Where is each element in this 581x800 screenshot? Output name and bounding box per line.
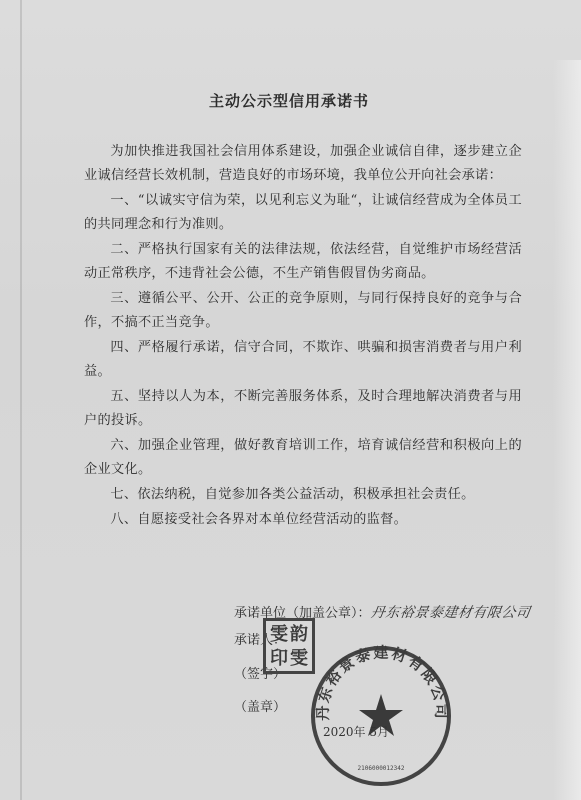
commitment-date: 2020年 5月 xyxy=(323,725,389,739)
unit-label: 承诺单位（加盖公章）： xyxy=(234,606,371,621)
scan-edge-left xyxy=(20,0,22,800)
person-label: 承诺人： xyxy=(234,633,287,648)
unit-handwritten-name: 丹东裕景泰建材有限公司 xyxy=(369,605,531,621)
company-round-seal xyxy=(307,642,455,790)
commitment-item-2: 二、严格执行国家有关的法律法规，依法经营，自觉维护市场经营活动正常秩序，不违背社会公德，不生产销售假冒伪劣商品。 xyxy=(84,242,522,281)
seal-arc-textpath: 丹东裕景泰建材有限公司 xyxy=(313,643,451,721)
signature-block xyxy=(24,20,554,795)
commitment-item-1: 一、“以诚实守信为荣，以见利忘义为耻“，让诚信经营成为全体员工的共同理念和行为准则。 xyxy=(84,193,522,232)
commitment-item-6: 六、加强企业管理，做好教育培训工作，培育诚信经营和积极向上的企业文化。 xyxy=(84,438,522,477)
commitment-item-8: 八、自愿接受社会各界对本单位经营活动的监督。 xyxy=(110,512,408,527)
document-paper xyxy=(24,20,554,795)
scan-edge-right xyxy=(553,60,581,800)
commitment-item-7: 七、依法纳税，自觉参加各类公益活动，积极承担社会责任。 xyxy=(110,487,475,502)
commitment-item-5: 五、坚持以人为本，不断完善服务体系，及时合理地解决消费者与用户的投诉。 xyxy=(84,389,522,428)
stamp-label-row xyxy=(234,696,286,715)
intro-paragraph: 为加快推进我国社会信用体系建设，加强企业诚信自律，逐步建立企业诚信经营长效机制，营造良好的市场环境，我单位公开向社会承诺： xyxy=(84,144,522,183)
seal-number: 2106000012342 xyxy=(357,765,405,772)
sign-label: （签字） xyxy=(234,667,287,682)
square-seal-text: 雯韵印雯 xyxy=(270,624,310,669)
stamp-label: （盖章） xyxy=(234,700,287,715)
commitment-item-4: 四、严格履行承诺，信守合同，不欺诈、哄骗和损害消费者与用户利益。 xyxy=(84,340,522,379)
document-title: 主动公示型信用承诺书 xyxy=(208,92,369,110)
commitment-item-3: 三、遵循公平、公开、公正的竞争原则，与同行保持良好的竞争与合作，不搞不正当竞争。 xyxy=(84,291,522,330)
